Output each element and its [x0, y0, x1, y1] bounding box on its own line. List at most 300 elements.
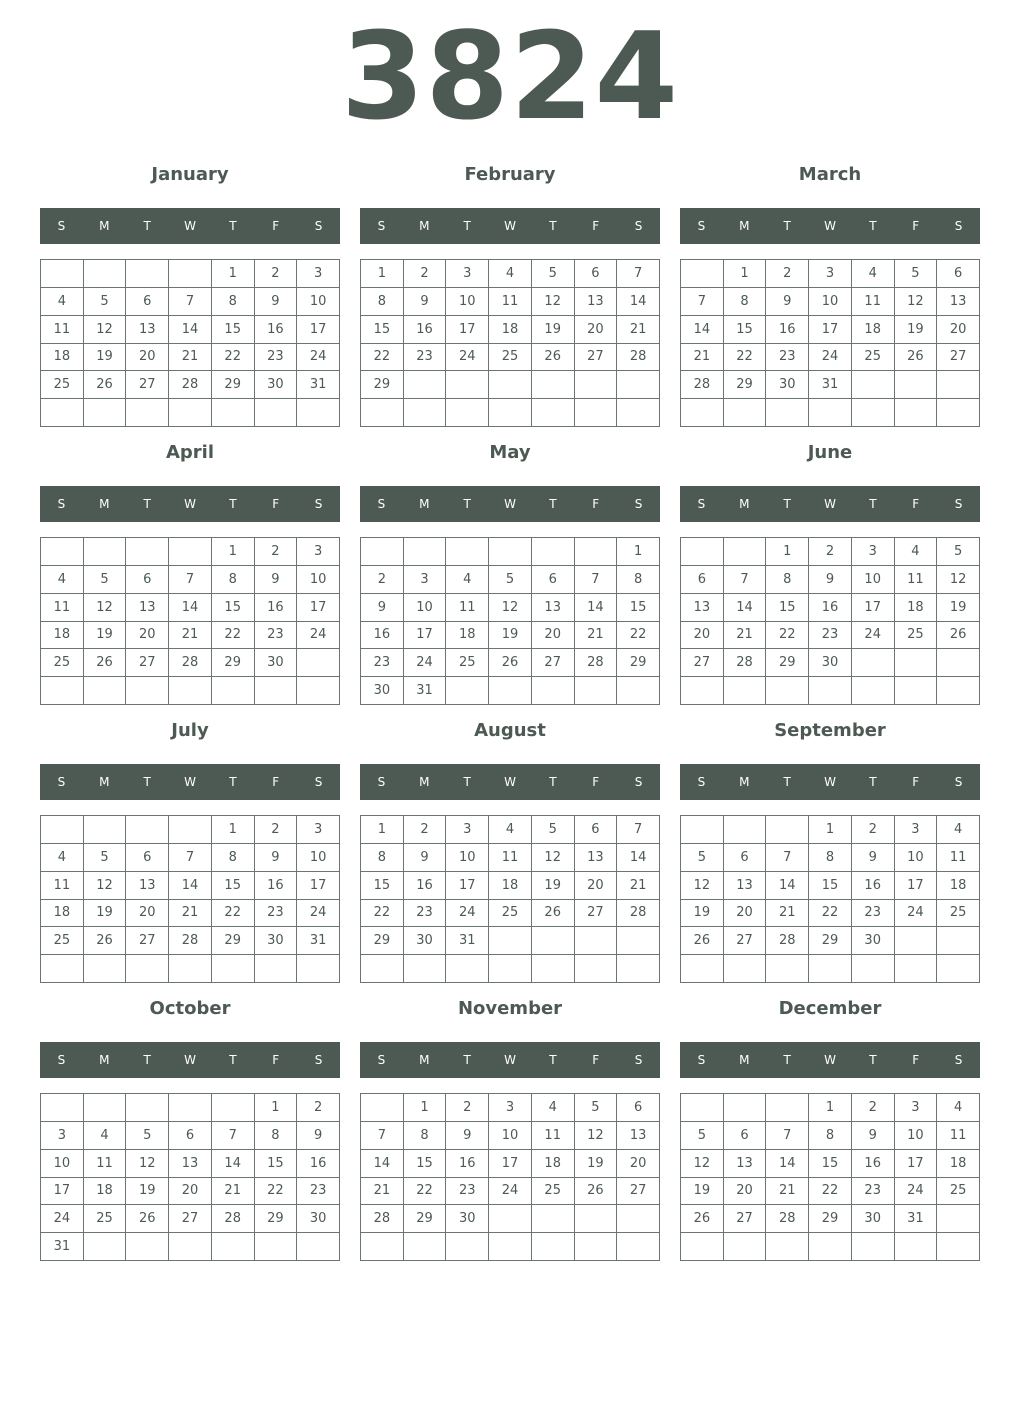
day-cell[interactable]: 5 — [84, 288, 127, 316]
day-cell[interactable]: 15 — [809, 1150, 852, 1178]
day-cell[interactable]: 30 — [297, 1205, 340, 1233]
day-cell[interactable]: 1 — [809, 1094, 852, 1122]
day-cell[interactable]: 11 — [41, 594, 84, 622]
day-cell[interactable]: 10 — [809, 288, 852, 316]
day-cell[interactable]: 20 — [532, 622, 575, 650]
day-cell[interactable]: 24 — [297, 622, 340, 650]
day-cell[interactable]: 4 — [446, 566, 489, 594]
day-cell[interactable]: 26 — [84, 649, 127, 677]
day-cell[interactable]: 30 — [446, 1205, 489, 1233]
day-cell[interactable]: 9 — [404, 288, 447, 316]
day-cell[interactable]: 26 — [681, 927, 724, 955]
day-cell[interactable]: 4 — [41, 288, 84, 316]
day-cell[interactable]: 26 — [532, 344, 575, 372]
day-cell[interactable]: 10 — [297, 844, 340, 872]
day-cell[interactable]: 11 — [489, 288, 532, 316]
day-cell[interactable]: 29 — [809, 927, 852, 955]
day-cell[interactable]: 7 — [724, 566, 767, 594]
day-cell[interactable]: 10 — [489, 1122, 532, 1150]
day-cell[interactable]: 23 — [255, 900, 298, 928]
day-cell[interactable]: 18 — [937, 1150, 980, 1178]
day-cell[interactable]: 22 — [361, 344, 404, 372]
day-cell[interactable]: 13 — [575, 288, 618, 316]
day-cell[interactable]: 2 — [809, 538, 852, 566]
day-cell[interactable]: 9 — [361, 594, 404, 622]
day-cell[interactable]: 11 — [852, 288, 895, 316]
day-cell[interactable]: 7 — [169, 288, 212, 316]
day-cell[interactable]: 19 — [681, 900, 724, 928]
day-cell[interactable]: 15 — [255, 1150, 298, 1178]
day-cell[interactable]: 10 — [41, 1150, 84, 1178]
day-cell[interactable]: 2 — [255, 260, 298, 288]
day-cell[interactable]: 3 — [297, 816, 340, 844]
day-cell[interactable]: 19 — [575, 1150, 618, 1178]
day-cell[interactable]: 27 — [724, 1205, 767, 1233]
day-cell[interactable]: 26 — [84, 927, 127, 955]
day-cell[interactable]: 19 — [126, 1178, 169, 1206]
day-cell[interactable]: 21 — [361, 1178, 404, 1206]
day-cell[interactable]: 3 — [41, 1122, 84, 1150]
day-cell[interactable]: 16 — [404, 872, 447, 900]
day-cell[interactable]: 27 — [169, 1205, 212, 1233]
day-cell[interactable]: 25 — [895, 622, 938, 650]
day-cell[interactable]: 26 — [489, 649, 532, 677]
day-cell[interactable]: 26 — [575, 1178, 618, 1206]
day-cell[interactable]: 13 — [126, 316, 169, 344]
day-cell[interactable]: 5 — [895, 260, 938, 288]
day-cell[interactable]: 15 — [404, 1150, 447, 1178]
day-cell[interactable]: 14 — [575, 594, 618, 622]
day-cell[interactable]: 2 — [255, 816, 298, 844]
day-cell[interactable]: 22 — [361, 900, 404, 928]
day-cell[interactable]: 21 — [766, 1178, 809, 1206]
day-cell[interactable]: 6 — [724, 844, 767, 872]
day-cell[interactable]: 23 — [404, 900, 447, 928]
day-cell[interactable]: 30 — [852, 1205, 895, 1233]
day-cell[interactable]: 17 — [895, 872, 938, 900]
day-cell[interactable]: 19 — [895, 316, 938, 344]
day-cell[interactable]: 6 — [169, 1122, 212, 1150]
day-cell[interactable]: 6 — [126, 566, 169, 594]
day-cell[interactable]: 20 — [126, 344, 169, 372]
day-cell[interactable]: 6 — [575, 816, 618, 844]
day-cell[interactable]: 8 — [212, 288, 255, 316]
day-cell[interactable]: 12 — [681, 1150, 724, 1178]
day-cell[interactable]: 24 — [41, 1205, 84, 1233]
day-cell[interactable]: 16 — [852, 1150, 895, 1178]
day-cell[interactable]: 14 — [766, 1150, 809, 1178]
day-cell[interactable]: 28 — [617, 344, 660, 372]
day-cell[interactable]: 8 — [809, 844, 852, 872]
day-cell[interactable]: 2 — [404, 260, 447, 288]
day-cell[interactable]: 31 — [895, 1205, 938, 1233]
day-cell[interactable]: 5 — [575, 1094, 618, 1122]
day-cell[interactable]: 13 — [126, 872, 169, 900]
day-cell[interactable]: 1 — [212, 260, 255, 288]
day-cell[interactable]: 27 — [126, 371, 169, 399]
day-cell[interactable]: 7 — [617, 816, 660, 844]
day-cell[interactable]: 5 — [84, 566, 127, 594]
day-cell[interactable]: 23 — [255, 622, 298, 650]
day-cell[interactable]: 21 — [169, 622, 212, 650]
day-cell[interactable]: 18 — [84, 1178, 127, 1206]
day-cell[interactable]: 26 — [681, 1205, 724, 1233]
day-cell[interactable]: 12 — [937, 566, 980, 594]
day-cell[interactable]: 28 — [169, 371, 212, 399]
day-cell[interactable]: 21 — [681, 344, 724, 372]
day-cell[interactable]: 5 — [126, 1122, 169, 1150]
day-cell[interactable]: 10 — [297, 566, 340, 594]
day-cell[interactable]: 17 — [297, 872, 340, 900]
day-cell[interactable]: 20 — [126, 900, 169, 928]
day-cell[interactable]: 2 — [404, 816, 447, 844]
day-cell[interactable]: 31 — [809, 371, 852, 399]
day-cell[interactable]: 11 — [41, 872, 84, 900]
day-cell[interactable]: 30 — [255, 649, 298, 677]
day-cell[interactable]: 3 — [446, 816, 489, 844]
day-cell[interactable]: 25 — [852, 344, 895, 372]
day-cell[interactable]: 30 — [255, 371, 298, 399]
day-cell[interactable]: 13 — [937, 288, 980, 316]
day-cell[interactable]: 8 — [212, 844, 255, 872]
day-cell[interactable]: 13 — [724, 872, 767, 900]
day-cell[interactable]: 2 — [766, 260, 809, 288]
day-cell[interactable]: 11 — [937, 1122, 980, 1150]
day-cell[interactable]: 7 — [766, 844, 809, 872]
day-cell[interactable]: 18 — [532, 1150, 575, 1178]
day-cell[interactable]: 27 — [575, 900, 618, 928]
day-cell[interactable]: 22 — [212, 622, 255, 650]
day-cell[interactable]: 27 — [617, 1178, 660, 1206]
day-cell[interactable]: 4 — [41, 844, 84, 872]
day-cell[interactable]: 16 — [766, 316, 809, 344]
day-cell[interactable]: 26 — [532, 900, 575, 928]
day-cell[interactable]: 12 — [84, 316, 127, 344]
day-cell[interactable]: 20 — [575, 316, 618, 344]
day-cell[interactable]: 13 — [532, 594, 575, 622]
day-cell[interactable]: 18 — [895, 594, 938, 622]
day-cell[interactable]: 8 — [361, 844, 404, 872]
day-cell[interactable]: 17 — [446, 872, 489, 900]
day-cell[interactable]: 8 — [255, 1122, 298, 1150]
day-cell[interactable]: 6 — [126, 844, 169, 872]
day-cell[interactable]: 14 — [169, 594, 212, 622]
day-cell[interactable]: 29 — [361, 927, 404, 955]
day-cell[interactable]: 19 — [532, 316, 575, 344]
day-cell[interactable]: 28 — [169, 927, 212, 955]
day-cell[interactable]: 23 — [852, 900, 895, 928]
day-cell[interactable]: 15 — [724, 316, 767, 344]
day-cell[interactable]: 3 — [297, 260, 340, 288]
day-cell[interactable]: 11 — [41, 316, 84, 344]
day-cell[interactable]: 25 — [41, 371, 84, 399]
day-cell[interactable]: 20 — [724, 1178, 767, 1206]
day-cell[interactable]: 9 — [404, 844, 447, 872]
day-cell[interactable]: 27 — [724, 927, 767, 955]
day-cell[interactable]: 5 — [489, 566, 532, 594]
day-cell[interactable]: 22 — [212, 344, 255, 372]
day-cell[interactable]: 1 — [617, 538, 660, 566]
day-cell[interactable]: 16 — [297, 1150, 340, 1178]
day-cell[interactable]: 1 — [361, 816, 404, 844]
day-cell[interactable]: 23 — [809, 622, 852, 650]
day-cell[interactable]: 11 — [489, 844, 532, 872]
day-cell[interactable]: 3 — [297, 538, 340, 566]
day-cell[interactable]: 19 — [681, 1178, 724, 1206]
day-cell[interactable]: 23 — [404, 344, 447, 372]
day-cell[interactable]: 11 — [532, 1122, 575, 1150]
day-cell[interactable]: 16 — [255, 316, 298, 344]
day-cell[interactable]: 22 — [766, 622, 809, 650]
day-cell[interactable]: 6 — [575, 260, 618, 288]
day-cell[interactable]: 30 — [766, 371, 809, 399]
day-cell[interactable]: 26 — [895, 344, 938, 372]
day-cell[interactable]: 19 — [489, 622, 532, 650]
day-cell[interactable]: 15 — [361, 872, 404, 900]
day-cell[interactable]: 9 — [809, 566, 852, 594]
day-cell[interactable]: 9 — [255, 288, 298, 316]
day-cell[interactable]: 25 — [489, 900, 532, 928]
day-cell[interactable]: 18 — [41, 622, 84, 650]
day-cell[interactable]: 2 — [852, 1094, 895, 1122]
day-cell[interactable]: 6 — [937, 260, 980, 288]
day-cell[interactable]: 10 — [852, 566, 895, 594]
day-cell[interactable]: 1 — [212, 816, 255, 844]
day-cell[interactable]: 19 — [84, 344, 127, 372]
day-cell[interactable]: 6 — [681, 566, 724, 594]
day-cell[interactable]: 2 — [255, 538, 298, 566]
day-cell[interactable]: 12 — [84, 872, 127, 900]
day-cell[interactable]: 17 — [446, 316, 489, 344]
day-cell[interactable]: 24 — [809, 344, 852, 372]
day-cell[interactable]: 9 — [446, 1122, 489, 1150]
day-cell[interactable]: 1 — [212, 538, 255, 566]
day-cell[interactable]: 4 — [489, 260, 532, 288]
day-cell[interactable]: 16 — [255, 594, 298, 622]
day-cell[interactable]: 28 — [169, 649, 212, 677]
day-cell[interactable]: 19 — [937, 594, 980, 622]
day-cell[interactable]: 15 — [617, 594, 660, 622]
day-cell[interactable]: 13 — [681, 594, 724, 622]
day-cell[interactable]: 23 — [446, 1178, 489, 1206]
day-cell[interactable]: 1 — [724, 260, 767, 288]
day-cell[interactable]: 11 — [446, 594, 489, 622]
day-cell[interactable]: 6 — [126, 288, 169, 316]
day-cell[interactable]: 24 — [895, 1178, 938, 1206]
day-cell[interactable]: 1 — [809, 816, 852, 844]
day-cell[interactable]: 10 — [297, 288, 340, 316]
day-cell[interactable]: 5 — [84, 844, 127, 872]
day-cell[interactable]: 21 — [575, 622, 618, 650]
day-cell[interactable]: 8 — [361, 288, 404, 316]
day-cell[interactable]: 4 — [84, 1122, 127, 1150]
day-cell[interactable]: 4 — [532, 1094, 575, 1122]
day-cell[interactable]: 21 — [766, 900, 809, 928]
day-cell[interactable]: 31 — [446, 927, 489, 955]
day-cell[interactable]: 7 — [361, 1122, 404, 1150]
day-cell[interactable]: 7 — [617, 260, 660, 288]
day-cell[interactable]: 28 — [361, 1205, 404, 1233]
day-cell[interactable]: 19 — [84, 900, 127, 928]
day-cell[interactable]: 27 — [126, 649, 169, 677]
day-cell[interactable]: 16 — [255, 872, 298, 900]
day-cell[interactable]: 29 — [212, 649, 255, 677]
day-cell[interactable]: 27 — [575, 344, 618, 372]
day-cell[interactable]: 29 — [766, 649, 809, 677]
day-cell[interactable]: 25 — [532, 1178, 575, 1206]
day-cell[interactable]: 23 — [255, 344, 298, 372]
day-cell[interactable]: 18 — [937, 872, 980, 900]
day-cell[interactable]: 6 — [532, 566, 575, 594]
day-cell[interactable]: 5 — [937, 538, 980, 566]
day-cell[interactable]: 14 — [766, 872, 809, 900]
day-cell[interactable]: 29 — [617, 649, 660, 677]
day-cell[interactable]: 3 — [404, 566, 447, 594]
day-cell[interactable]: 27 — [532, 649, 575, 677]
day-cell[interactable]: 4 — [895, 538, 938, 566]
day-cell[interactable]: 28 — [212, 1205, 255, 1233]
day-cell[interactable]: 25 — [41, 927, 84, 955]
day-cell[interactable]: 12 — [489, 594, 532, 622]
day-cell[interactable]: 1 — [766, 538, 809, 566]
day-cell[interactable]: 21 — [617, 872, 660, 900]
day-cell[interactable]: 24 — [404, 649, 447, 677]
day-cell[interactable]: 27 — [937, 344, 980, 372]
day-cell[interactable]: 7 — [169, 566, 212, 594]
day-cell[interactable]: 14 — [617, 844, 660, 872]
day-cell[interactable]: 12 — [532, 844, 575, 872]
day-cell[interactable]: 14 — [361, 1150, 404, 1178]
day-cell[interactable]: 14 — [169, 872, 212, 900]
day-cell[interactable]: 16 — [404, 316, 447, 344]
day-cell[interactable]: 21 — [617, 316, 660, 344]
day-cell[interactable]: 28 — [766, 1205, 809, 1233]
day-cell[interactable]: 1 — [361, 260, 404, 288]
day-cell[interactable]: 24 — [297, 344, 340, 372]
day-cell[interactable]: 11 — [895, 566, 938, 594]
day-cell[interactable]: 9 — [852, 844, 895, 872]
day-cell[interactable]: 22 — [724, 344, 767, 372]
day-cell[interactable]: 2 — [446, 1094, 489, 1122]
day-cell[interactable]: 14 — [617, 288, 660, 316]
day-cell[interactable]: 29 — [212, 927, 255, 955]
day-cell[interactable]: 8 — [212, 566, 255, 594]
day-cell[interactable]: 13 — [126, 594, 169, 622]
day-cell[interactable]: 7 — [575, 566, 618, 594]
day-cell[interactable]: 2 — [852, 816, 895, 844]
day-cell[interactable]: 29 — [404, 1205, 447, 1233]
day-cell[interactable]: 19 — [532, 872, 575, 900]
day-cell[interactable]: 20 — [937, 316, 980, 344]
day-cell[interactable]: 18 — [41, 344, 84, 372]
day-cell[interactable]: 30 — [361, 677, 404, 705]
day-cell[interactable]: 23 — [852, 1178, 895, 1206]
day-cell[interactable]: 9 — [852, 1122, 895, 1150]
day-cell[interactable]: 8 — [724, 288, 767, 316]
day-cell[interactable]: 22 — [212, 900, 255, 928]
day-cell[interactable]: 13 — [724, 1150, 767, 1178]
day-cell[interactable]: 8 — [766, 566, 809, 594]
day-cell[interactable]: 28 — [724, 649, 767, 677]
day-cell[interactable]: 17 — [895, 1150, 938, 1178]
day-cell[interactable]: 1 — [404, 1094, 447, 1122]
day-cell[interactable]: 20 — [169, 1178, 212, 1206]
day-cell[interactable]: 18 — [446, 622, 489, 650]
day-cell[interactable]: 23 — [297, 1178, 340, 1206]
day-cell[interactable]: 22 — [809, 1178, 852, 1206]
day-cell[interactable]: 14 — [724, 594, 767, 622]
day-cell[interactable]: 26 — [126, 1205, 169, 1233]
day-cell[interactable]: 25 — [489, 344, 532, 372]
day-cell[interactable]: 22 — [809, 900, 852, 928]
day-cell[interactable]: 4 — [852, 260, 895, 288]
day-cell[interactable]: 28 — [617, 900, 660, 928]
day-cell[interactable]: 5 — [532, 816, 575, 844]
day-cell[interactable]: 25 — [937, 1178, 980, 1206]
day-cell[interactable]: 1 — [255, 1094, 298, 1122]
day-cell[interactable]: 10 — [446, 844, 489, 872]
day-cell[interactable]: 8 — [404, 1122, 447, 1150]
day-cell[interactable]: 3 — [895, 816, 938, 844]
day-cell[interactable]: 31 — [297, 371, 340, 399]
day-cell[interactable]: 21 — [724, 622, 767, 650]
day-cell[interactable]: 4 — [937, 1094, 980, 1122]
day-cell[interactable]: 3 — [895, 1094, 938, 1122]
day-cell[interactable]: 9 — [255, 844, 298, 872]
day-cell[interactable]: 2 — [361, 566, 404, 594]
day-cell[interactable]: 20 — [724, 900, 767, 928]
day-cell[interactable]: 18 — [41, 900, 84, 928]
day-cell[interactable]: 4 — [41, 566, 84, 594]
day-cell[interactable]: 18 — [852, 316, 895, 344]
day-cell[interactable]: 24 — [895, 900, 938, 928]
day-cell[interactable]: 31 — [297, 927, 340, 955]
day-cell[interactable]: 17 — [297, 316, 340, 344]
day-cell[interactable]: 12 — [126, 1150, 169, 1178]
day-cell[interactable]: 11 — [937, 844, 980, 872]
day-cell[interactable]: 28 — [681, 371, 724, 399]
day-cell[interactable]: 29 — [212, 371, 255, 399]
day-cell[interactable]: 24 — [852, 622, 895, 650]
day-cell[interactable]: 25 — [446, 649, 489, 677]
day-cell[interactable]: 21 — [169, 900, 212, 928]
day-cell[interactable]: 30 — [255, 927, 298, 955]
day-cell[interactable]: 5 — [681, 844, 724, 872]
day-cell[interactable]: 24 — [446, 344, 489, 372]
day-cell[interactable]: 25 — [41, 649, 84, 677]
day-cell[interactable]: 4 — [937, 816, 980, 844]
day-cell[interactable]: 10 — [895, 844, 938, 872]
day-cell[interactable]: 10 — [895, 1122, 938, 1150]
day-cell[interactable]: 26 — [84, 371, 127, 399]
day-cell[interactable]: 17 — [852, 594, 895, 622]
day-cell[interactable]: 24 — [297, 900, 340, 928]
day-cell[interactable]: 19 — [84, 622, 127, 650]
day-cell[interactable]: 9 — [766, 288, 809, 316]
day-cell[interactable]: 15 — [212, 316, 255, 344]
day-cell[interactable]: 20 — [617, 1150, 660, 1178]
day-cell[interactable]: 15 — [809, 872, 852, 900]
day-cell[interactable]: 8 — [617, 566, 660, 594]
day-cell[interactable]: 16 — [361, 622, 404, 650]
day-cell[interactable]: 13 — [575, 844, 618, 872]
day-cell[interactable]: 21 — [212, 1178, 255, 1206]
day-cell[interactable]: 5 — [532, 260, 575, 288]
day-cell[interactable]: 29 — [255, 1205, 298, 1233]
day-cell[interactable]: 17 — [404, 622, 447, 650]
day-cell[interactable]: 17 — [41, 1178, 84, 1206]
day-cell[interactable]: 12 — [532, 288, 575, 316]
